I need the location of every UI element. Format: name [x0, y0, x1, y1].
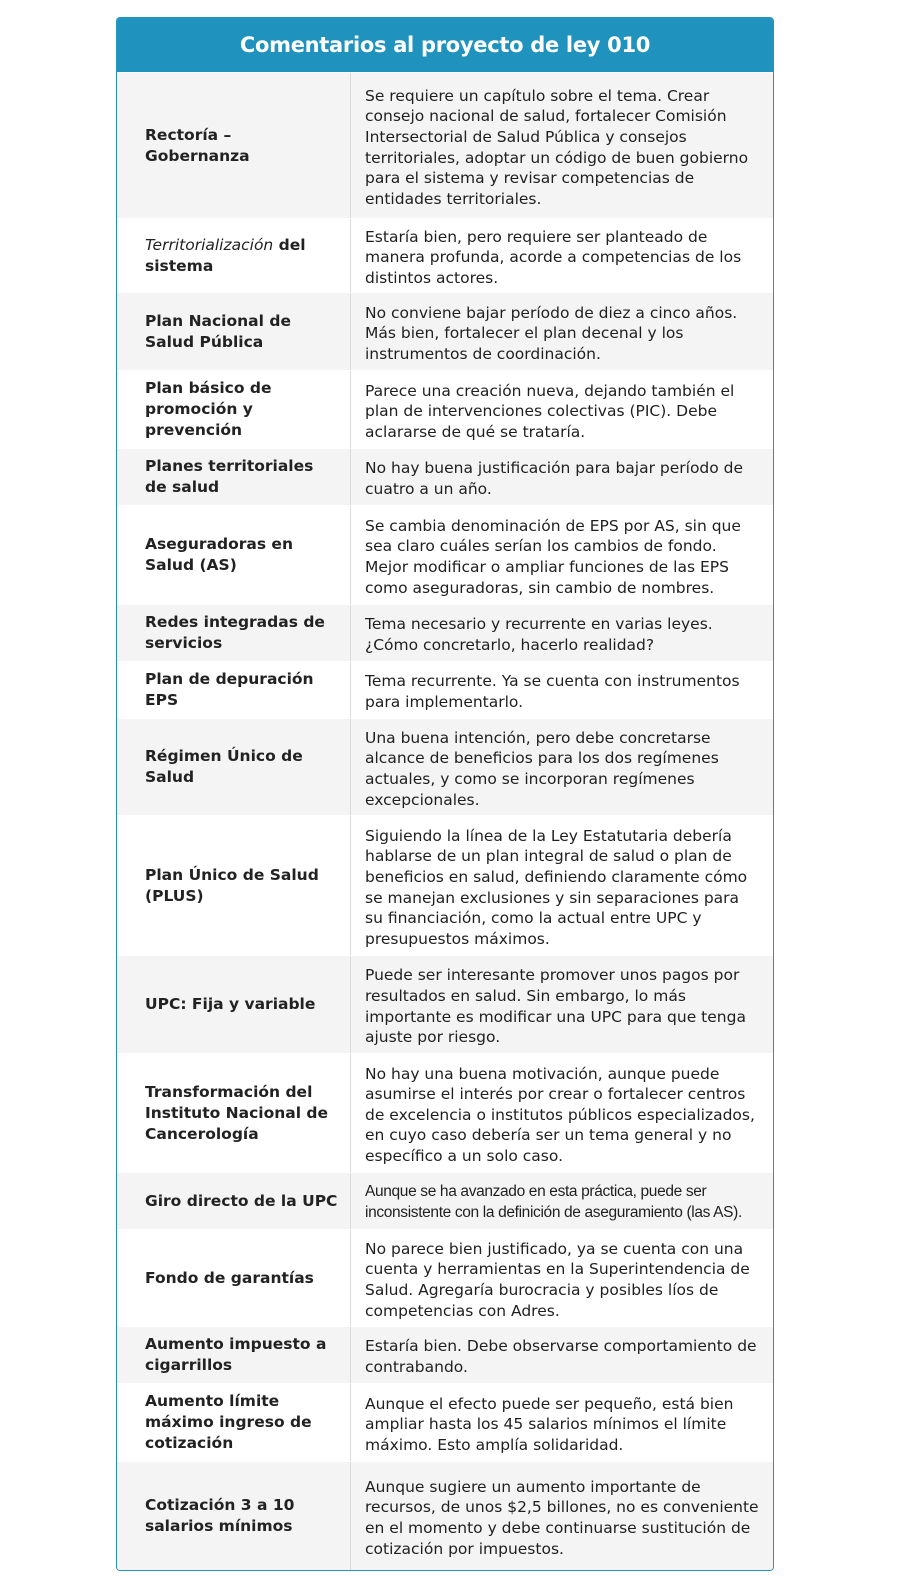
row-topic: Plan Nacional de Salud Pública: [117, 293, 351, 370]
row-topic: Rectoría – Gobernanza: [117, 73, 351, 218]
row-comment: No hay una buena motivación, aunque puede asumirse el interés por crear o fortalecer centros de excelencia o institutos públicos especializados, en cuyo caso debería ser un tema general y no específico a un solo caso.: [365, 1064, 755, 1165]
row-comment: Estaría bien, pero requiere ser planteado de manera profunda, acorde a competencias de los distintos actores.: [365, 227, 742, 287]
row-topic: Transformación del Instituto Nacional de Cancerología: [117, 1054, 351, 1172]
row-comment: Una buena intención, pero debe concretarse alcance de beneficios para los dos regímenes actuales, y como se incorporan regímenes excepcionales.: [365, 728, 719, 809]
row-topic: Planes territoriales de salud: [117, 449, 351, 505]
table-row: [117, 218, 773, 292]
row-comment: No conviene bajar período de diez a cinco años. Más bien, fortalecer el plan decenal y los instrumentos de coordinación.: [365, 303, 738, 363]
table-row: [117, 604, 773, 661]
row-topic-rest: del sistema: [145, 235, 306, 275]
table-row: [117, 1326, 773, 1383]
table-row: [117, 815, 773, 955]
row-comment: No hay buena justificación para bajar período de cuatro a un año.: [365, 459, 744, 498]
table-row: [117, 955, 773, 1053]
row-comment: Se cambia denominación de EPS por AS, sin que sea claro cuáles serían los cambios de fondo. Mejor modificar o ampliar funciones de las EPS como aseguradoras, sin cambio de nombres.: [365, 516, 741, 597]
row-comment: Tema recurrente. Ya se cuenta con instrumentos para implementarlo.: [365, 672, 740, 711]
row-topic: Giro directo de la UPC: [117, 1173, 351, 1229]
row-comment: Aunque el efecto puede ser pequeño, está bien ampliar hasta los 45 salarios mínimos el límite máximo. Esto amplía solidaridad.: [365, 1394, 734, 1454]
row-topic: Aseguradoras en Salud (AS): [117, 506, 351, 604]
table-title: Comentarios al proyecto de ley 010: [117, 18, 773, 72]
row-topic: Plan Único de Salud (PLUS): [117, 816, 351, 955]
table-row: [117, 1383, 773, 1461]
row-topic: Fondo de garantías: [117, 1230, 351, 1326]
row-topic: Plan básico de promoción y prevención: [117, 371, 351, 448]
row-topic: Aumento impuesto a cigarrillos: [117, 1327, 351, 1383]
row-topic-italic: Territorialización: [145, 235, 274, 254]
table-row: [117, 1229, 773, 1326]
table-body: [117, 72, 773, 1570]
row-topic: Régimen Único de Salud: [117, 719, 351, 815]
table-row: [117, 1172, 773, 1229]
row-topic: UPC: Fija y variable: [117, 956, 351, 1053]
row-comment: Siguiendo la línea de la Ley Estatutaria debería hablarse de un plan integral de salud o plan de beneficios en salud, definiendo claramente cómo se manejan exclusiones y sin separaciones para su financiación, como la actual entre UPC y presupuestos máximos.: [365, 826, 748, 948]
row-topic: Plan de depuración EPS: [117, 662, 351, 718]
row-comment: No parece bien justificado, ya se cuenta con una cuenta y herramientas en la Superintendencia de Salud. Agregaría burocracia y posibles líos de competencias con Adres.: [365, 1239, 750, 1320]
table-row: [117, 72, 773, 218]
row-topic: [117, 219, 351, 292]
table-row: [117, 505, 773, 604]
row-comment: Tema necesario y recurrente en varias leyes. ¿Cómo concretarlo, hacerlo realidad?: [365, 615, 713, 654]
row-comment: Puede ser interesante promover unos pagos por resultados en salud. Sin embargo, lo más importante es modificar una UPC para que tenga ajuste por riesgo.: [365, 966, 746, 1047]
row-comment: Aunque sugiere un aumento importante de recursos, de unos $2,5 billones, no es conveniente en el momento y debe continuarse sustitución de cotización por impuestos.: [365, 1477, 759, 1558]
row-comment: Parece una creación nueva, dejando también el plan de intervenciones colectivas (PIC). Debe aclararse de qué se trataría.: [365, 381, 735, 441]
table-row: [117, 448, 773, 505]
table-row: [117, 292, 773, 370]
row-comment: Se requiere un capítulo sobre el tema. Crear consejo nacional de salud, fortalecer Comisión Intersectorial de Salud Pública y consejos territoriales, adoptar un código de buen gobierno para el sistema y revisar competencias de entidades territoriales.: [365, 86, 749, 208]
row-topic: Aumento límite máximo ingreso de cotización: [117, 1384, 351, 1461]
table-row: [117, 718, 773, 815]
row-comment: Aunque se ha avanzado en esta práctica, puede ser inconsistente con la definición de aseguramiento (las AS).: [365, 1183, 742, 1221]
row-topic: Redes integradas de servicios: [117, 605, 351, 661]
table-row: [117, 1461, 773, 1570]
table-row: [117, 661, 773, 718]
row-comment: Estaría bien. Debe observarse comportamiento de contrabando.: [365, 1337, 757, 1376]
row-topic: Cotización 3 a 10 salarios mínimos: [117, 1462, 351, 1570]
table-row: [117, 1053, 773, 1172]
comments-table: [116, 17, 774, 1571]
table-row: [117, 370, 773, 448]
